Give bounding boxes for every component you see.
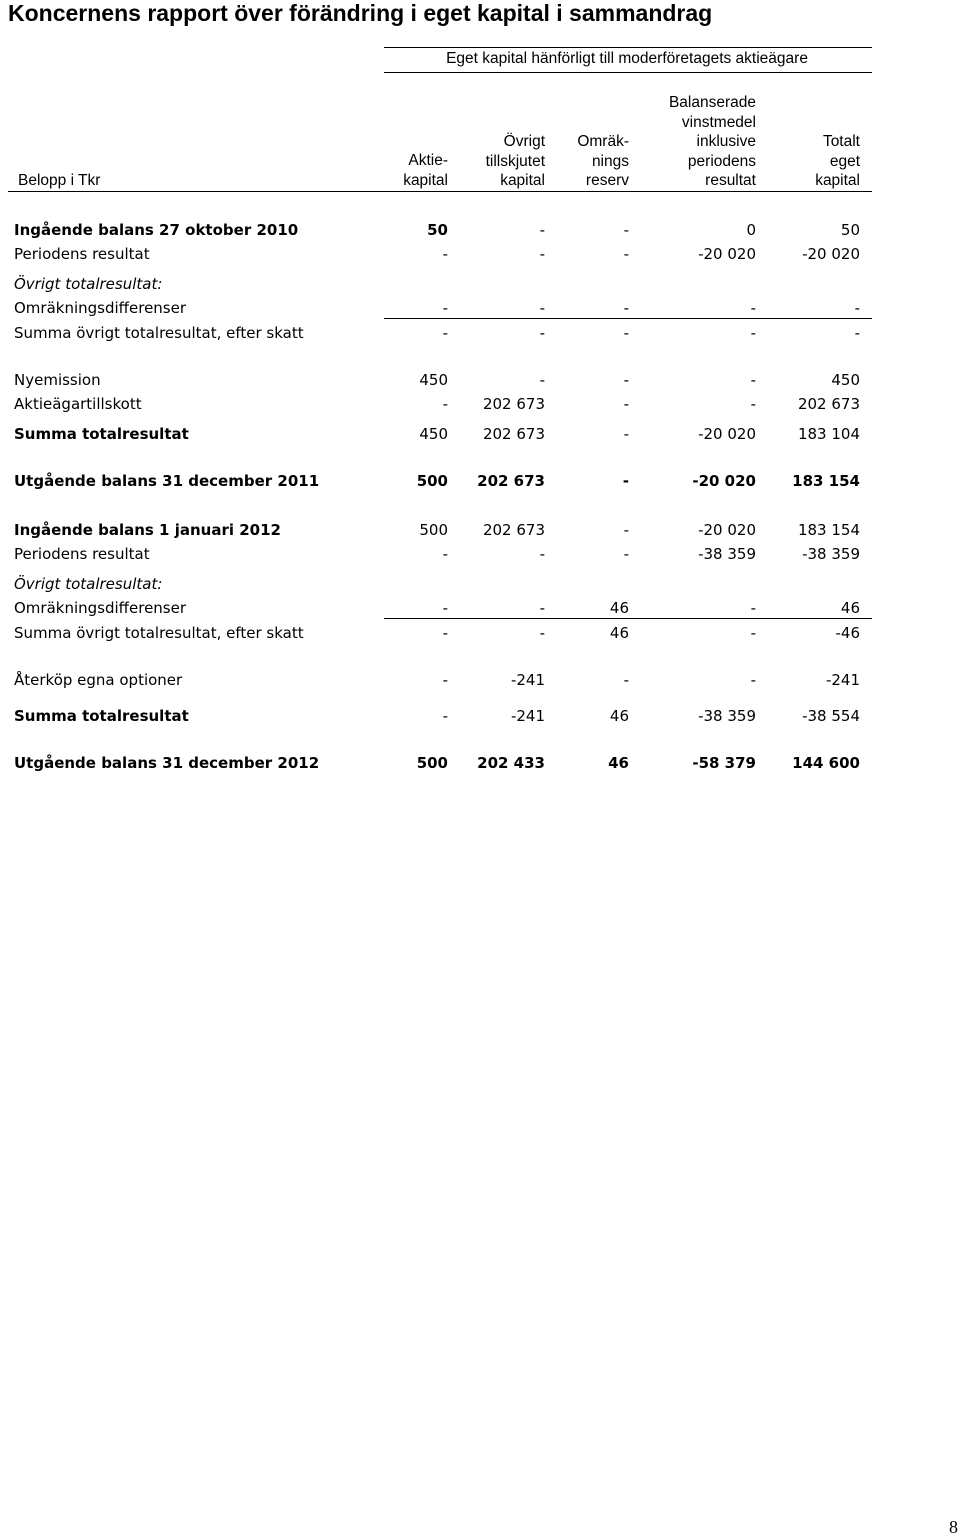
totalt-cell: 202 673 <box>797 395 860 413</box>
vinstmedel-cell: - <box>750 324 756 342</box>
aktiekapital-cell: 50 <box>427 221 448 239</box>
row-header-label: Belopp i Tkr <box>18 172 101 189</box>
table-row <box>0 273 960 295</box>
row-label: Periodens resultat <box>14 245 150 263</box>
vinstmedel-cell: 0 <box>746 221 756 239</box>
aktiekapital-cell: - <box>442 599 448 617</box>
reserv-cell: - <box>623 324 629 342</box>
totalt-cell: -46 <box>835 624 860 642</box>
tillskjutet-cell: 202 673 <box>477 472 545 490</box>
table-row <box>0 219 960 241</box>
column-header-line: periodens <box>687 152 756 170</box>
row-label: Omräkningsdifferenser <box>14 299 187 317</box>
table-row <box>0 669 960 691</box>
column-header-line: Omräk- <box>577 133 629 150</box>
table-row <box>0 752 960 774</box>
vinstmedel-cell: -20 020 <box>698 521 756 539</box>
aktiekapital-cell: - <box>442 324 448 342</box>
vinstmedel-cell: -38 359 <box>698 707 756 725</box>
column-header-line: kapital <box>403 171 448 189</box>
vinstmedel-cell: - <box>750 599 756 617</box>
reserv-cell: - <box>623 521 629 539</box>
table-row <box>0 597 960 619</box>
column-header-line: resultat <box>705 172 756 189</box>
reserv-cell: - <box>623 221 629 239</box>
column-header-line: kapital <box>500 172 545 189</box>
group-header-rule <box>384 72 872 73</box>
page-title: Koncernens rapport över förändring i eget kapital i sammandrag <box>8 0 713 26</box>
vinstmedel-cell: - <box>750 299 756 317</box>
table-row <box>0 369 960 391</box>
column-header-line: Aktie- <box>408 152 448 169</box>
vinstmedel-cell: -20 020 <box>692 472 756 490</box>
column-header-aktiekapital <box>368 151 448 190</box>
reserv-cell: - <box>623 245 629 263</box>
table-row <box>0 243 960 265</box>
row-label: Övrigt totalresultat: <box>14 575 163 593</box>
tillskjutet-cell: - <box>539 221 545 239</box>
tillskjutet-cell: 202 673 <box>482 395 545 413</box>
column-header-line: reserv <box>585 172 629 189</box>
aktiekapital-cell: 450 <box>419 371 448 389</box>
header-bottom-rule <box>8 191 872 192</box>
table-row <box>0 322 960 344</box>
reserv-cell: - <box>622 472 629 490</box>
aktiekapital-cell: 500 <box>416 754 448 772</box>
totalt-cell: -38 554 <box>802 707 860 725</box>
reserv-cell: - <box>623 425 629 443</box>
tillskjutet-cell: -241 <box>510 707 545 725</box>
vinstmedel-cell: -20 020 <box>698 245 756 263</box>
row-label: Ingående balans 27 oktober 2010 <box>14 221 299 239</box>
totalt-cell: 46 <box>840 599 860 617</box>
row-label: Summa totalresultat <box>14 707 189 725</box>
tillskjutet-cell: - <box>539 245 545 263</box>
reserv-cell: 46 <box>609 707 629 725</box>
aktiekapital-cell: - <box>442 707 448 725</box>
column-header-line: nings <box>591 152 629 170</box>
reserv-cell: - <box>623 671 629 689</box>
subtotal-rule <box>384 318 872 319</box>
vinstmedel-cell: - <box>750 371 756 389</box>
reserv-cell: - <box>623 371 629 389</box>
row-label: Summa övrigt totalresultat, efter skatt <box>14 624 304 642</box>
reserv-cell: 46 <box>608 754 629 772</box>
reserv-cell: - <box>623 299 629 317</box>
vinstmedel-cell: -20 020 <box>698 425 756 443</box>
column-header-line: eget <box>829 152 860 170</box>
table-row <box>0 519 960 541</box>
column-header-totalt-eget-kapital <box>760 132 860 191</box>
totalt-cell: -241 <box>825 671 860 689</box>
totalt-cell: 50 <box>840 221 860 239</box>
column-header-omrakningsreserv <box>550 132 629 191</box>
aktiekapital-cell: - <box>442 299 448 317</box>
row-label: Återköp egna optioner <box>14 671 183 689</box>
reserv-cell: - <box>623 545 629 563</box>
totalt-cell: 183 104 <box>797 425 860 443</box>
vinstmedel-cell: - <box>750 395 756 413</box>
table-row <box>0 297 960 319</box>
table-row <box>0 470 960 492</box>
column-header-line: Totalt <box>822 133 860 150</box>
row-label: Periodens resultat <box>14 545 150 563</box>
row-label: Summa totalresultat <box>14 425 189 443</box>
row-label: Summa övrigt totalresultat, efter skatt <box>14 324 304 342</box>
tillskjutet-cell: - <box>539 371 545 389</box>
vinstmedel-cell: -58 379 <box>692 754 756 772</box>
aktiekapital-cell: - <box>442 671 448 689</box>
row-label: Nyemission <box>14 371 101 389</box>
tillskjutet-cell: 202 673 <box>482 425 545 443</box>
tillskjutet-cell: - <box>539 624 545 642</box>
aktiekapital-cell: 500 <box>416 472 448 490</box>
reserv-cell: 46 <box>609 599 629 617</box>
totalt-cell: 183 154 <box>797 521 860 539</box>
aktiekapital-cell: 500 <box>419 521 448 539</box>
aktiekapital-cell: - <box>442 624 448 642</box>
tillskjutet-cell: - <box>539 324 545 342</box>
row-label: Omräkningsdifferenser <box>14 599 187 617</box>
reserv-cell: 46 <box>609 624 629 642</box>
table-row <box>0 705 960 727</box>
column-header-line: Övrigt <box>503 133 545 150</box>
totalt-cell: 183 154 <box>792 472 860 490</box>
vinstmedel-cell: - <box>750 671 756 689</box>
row-label: Övrigt totalresultat: <box>14 275 163 293</box>
totalt-cell: 144 600 <box>792 754 860 772</box>
column-header-line: inklusive <box>696 133 756 150</box>
vinstmedel-cell: - <box>750 624 756 642</box>
reserv-cell: - <box>623 395 629 413</box>
aktiekapital-cell: - <box>442 245 448 263</box>
table-row <box>0 543 960 565</box>
aktiekapital-cell: - <box>442 545 448 563</box>
totalt-cell: -38 359 <box>802 545 860 563</box>
tillskjutet-cell: - <box>539 299 545 317</box>
table-row <box>0 423 960 445</box>
table-row <box>0 622 960 644</box>
tillskjutet-cell: 202 673 <box>482 521 545 539</box>
vinstmedel-cell: -38 359 <box>698 545 756 563</box>
group-header: Eget kapital hänförligt till moderföretagets aktieägare <box>446 50 808 67</box>
tillskjutet-cell: 202 433 <box>477 754 545 772</box>
column-header-balanserade-vinstmedel <box>640 93 756 191</box>
row-label: Utgående balans 31 december 2011 <box>14 472 320 490</box>
tillskjutet-cell: -241 <box>510 671 545 689</box>
column-header-line: Balanserade <box>668 94 756 111</box>
column-header-line: tillskjutet <box>485 152 545 170</box>
aktiekapital-cell: 450 <box>419 425 448 443</box>
aktiekapital-cell: - <box>442 395 448 413</box>
totalt-cell: -20 020 <box>802 245 860 263</box>
column-header-line: kapital <box>815 172 860 189</box>
column-header-line: vinstmedel <box>681 113 756 131</box>
table-row <box>0 573 960 595</box>
table-row <box>0 393 960 415</box>
row-label: Aktieägartillskott <box>14 395 142 413</box>
tillskjutet-cell: - <box>539 545 545 563</box>
totalt-cell: 450 <box>831 371 860 389</box>
totalt-cell: - <box>854 299 860 317</box>
subtotal-rule <box>384 618 872 619</box>
column-header-ovrigt-tillskjutet-kapital <box>450 132 545 191</box>
tillskjutet-cell: - <box>539 599 545 617</box>
header-top-rule <box>384 47 872 48</box>
page-number: 8 <box>949 1517 958 1537</box>
totalt-cell: - <box>854 324 860 342</box>
row-label: Utgående balans 31 december 2012 <box>14 754 320 772</box>
row-label: Ingående balans 1 januari 2012 <box>14 521 281 539</box>
